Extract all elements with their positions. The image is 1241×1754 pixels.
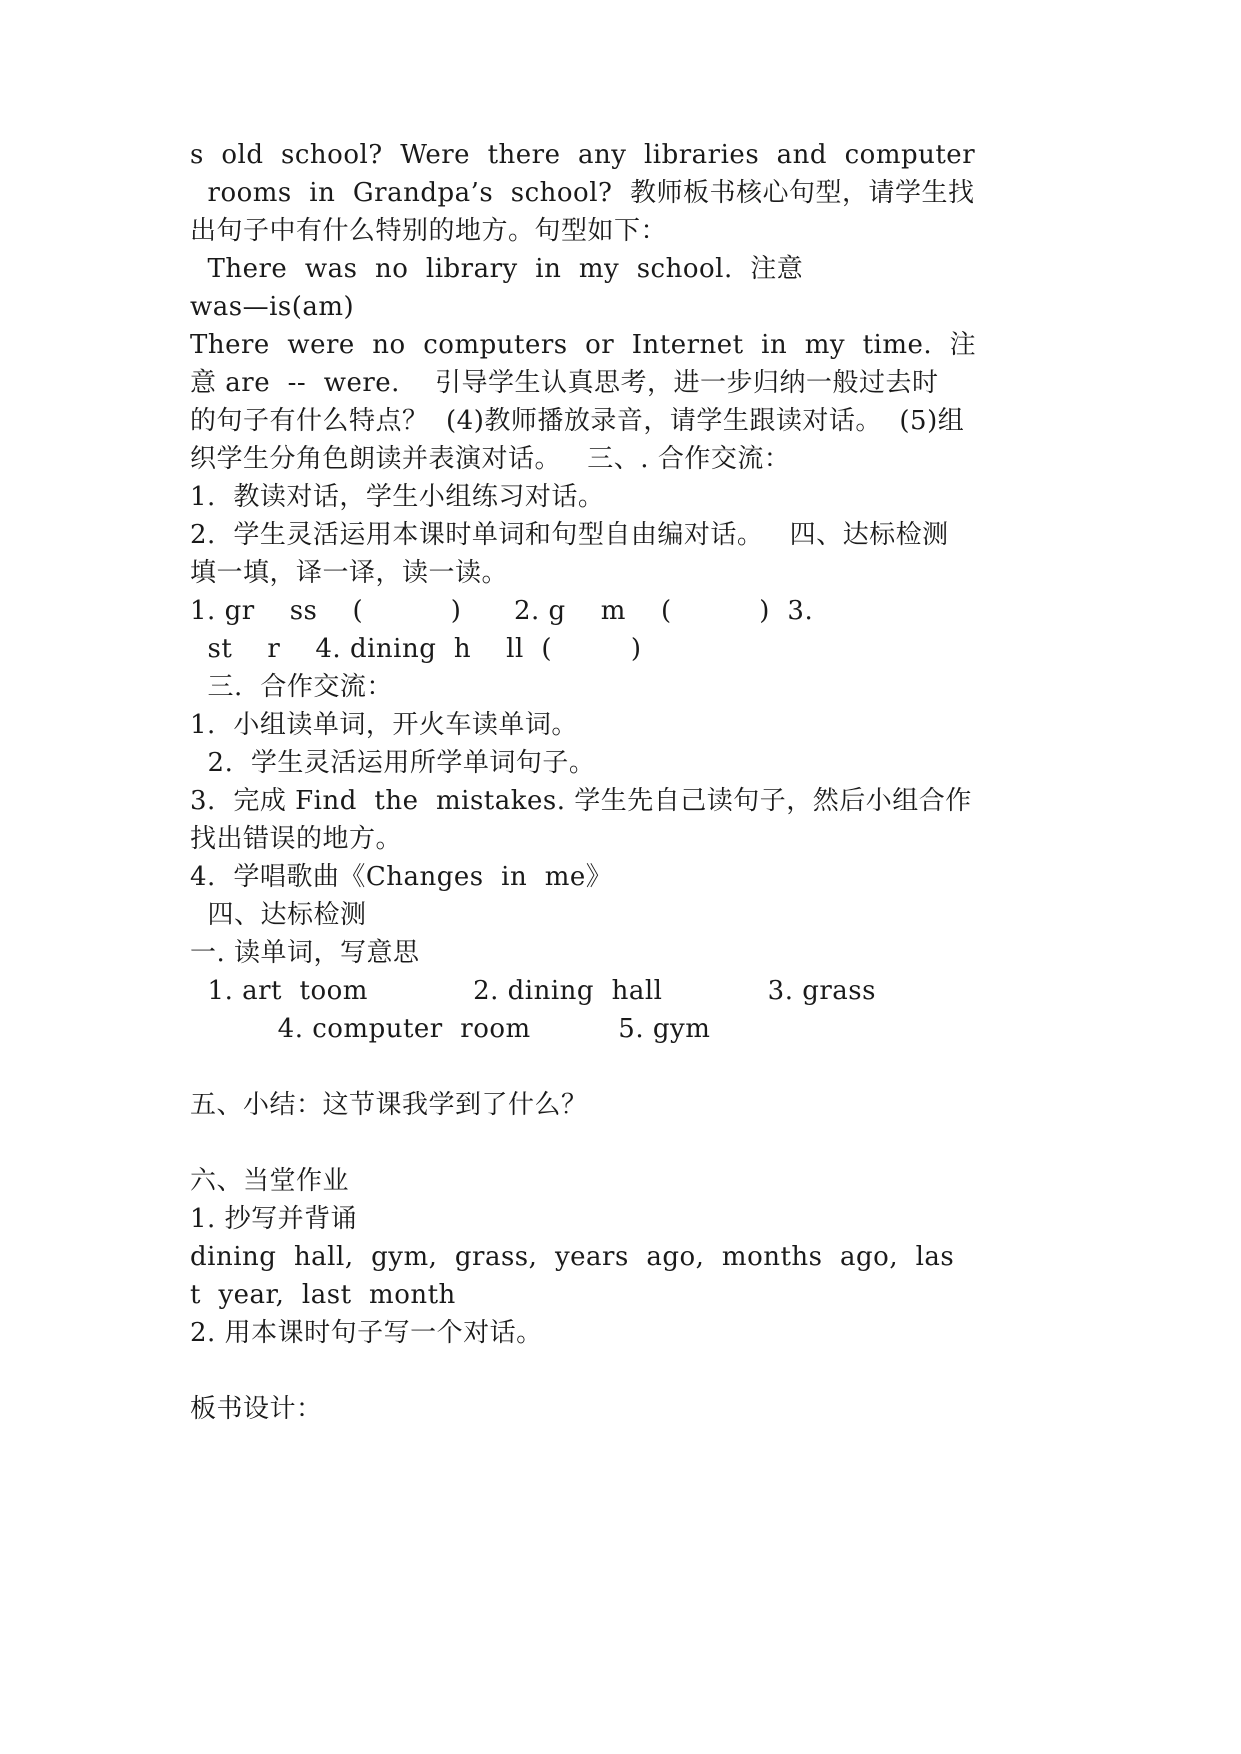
text-line-7: 意 are -- were. 引导学生认真思考，进一步归纳一般过去时 bbox=[190, 368, 939, 398]
text-line-18: 3. 完成 Find the mistakes. 学生先自己读句子，然后小组合作 bbox=[190, 786, 972, 816]
text-line-3: 出句子中有什么特别的地方。句型如下： bbox=[190, 216, 668, 246]
text-line-10: 1. 教读对话，学生小组练习对话。 bbox=[190, 482, 605, 512]
text-line-14: st r 4. dining h ll ( ) bbox=[190, 634, 642, 664]
text-line-27: 1. 抄写并背诵 bbox=[190, 1204, 358, 1234]
text-line-11: 2. 学生灵活运用本课时单词和句型自由编对话。 四、达标检测 bbox=[190, 520, 949, 550]
text-line-24: 4. computer room 5. gym bbox=[190, 1014, 711, 1044]
text-line-19: 找出错误的地方。 bbox=[190, 824, 403, 854]
text-line-13: 1. gr ss ( ) 2. g m ( ) 3. bbox=[190, 596, 814, 626]
text-line-12: 填一填，译一译，读一读。 bbox=[190, 558, 509, 588]
text-line-8: 的句子有什么特点？ (4)教师播放录音，请学生跟读对话。 (5)组 bbox=[190, 406, 965, 436]
text-line-28: dining hall, gym, grass, years ago, months ago, las bbox=[190, 1242, 955, 1272]
text-line-29: t year, last month bbox=[190, 1280, 456, 1310]
text-line-26: 六、当堂作业 bbox=[190, 1166, 350, 1196]
text-line-1: s old school? Were there any libraries and computer bbox=[190, 140, 976, 170]
text-line-15: 三. 合作交流： bbox=[190, 672, 393, 702]
text-line-2: rooms in Grandpa’s school? 教师板书核心句型，请学生找 bbox=[190, 178, 975, 208]
text-line-31: 板书设计： bbox=[190, 1394, 323, 1424]
text-line-30: 2. 用本课时句子写一个对话。 bbox=[190, 1318, 543, 1348]
text-line-22: 一. 读单词，写意思 bbox=[190, 938, 420, 968]
text-line-17: 2. 学生灵活运用所学单词句子。 bbox=[190, 748, 596, 778]
text-line-20: 4. 学唱歌曲《Changes in me》 bbox=[190, 862, 613, 892]
text-line-23: 1. art toom 2. dining hall 3. grass bbox=[190, 976, 876, 1006]
text-line-16: 1. 小组读单词，开火车读单词。 bbox=[190, 710, 578, 740]
text-line-5: was—is(am) bbox=[190, 292, 355, 322]
text-line-25: 五、小结：这节课我学到了什么？ bbox=[190, 1090, 588, 1120]
text-line-9: 织学生分角色朗读并表演对话。 三、. 合作交流： bbox=[190, 444, 791, 474]
text-line-4: There was no library in my school. 注意 bbox=[190, 254, 804, 284]
text-line-6: There were no computers or Internet in my time. 注 bbox=[190, 330, 977, 360]
text-line-21: 四、达标检测 bbox=[190, 900, 367, 930]
